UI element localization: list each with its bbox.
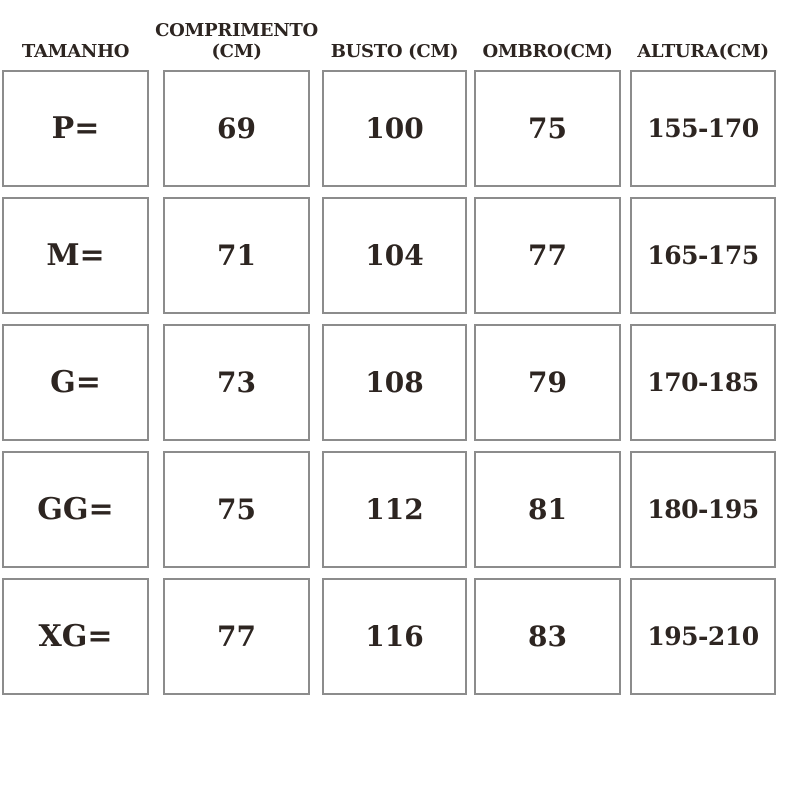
column-header-label: (CM) — [211, 41, 262, 62]
cell-altura: 180-195 — [630, 451, 776, 568]
cell-comprimento: 75 — [163, 451, 310, 568]
column-header-label: BUSTO (CM) — [330, 41, 459, 62]
column-header-altura — [630, 41, 776, 70]
column-header-label: OMBRO(CM) — [482, 41, 613, 62]
table-row — [0, 451, 800, 568]
cell-ombro: 77 — [474, 197, 621, 314]
column-header-busto — [322, 41, 467, 70]
column-header-comprimento — [155, 20, 318, 70]
cell-busto: 104 — [322, 197, 467, 314]
cell-busto: 100 — [322, 70, 467, 187]
cell-altura: 155-170 — [630, 70, 776, 187]
cell-size: XG= — [2, 578, 149, 695]
cell-altura: 165-175 — [630, 197, 776, 314]
cell-ombro: 81 — [474, 451, 621, 568]
column-header-label: TAMANHO — [21, 41, 130, 62]
table-row — [0, 197, 800, 314]
table-row — [0, 578, 800, 695]
cell-comprimento: 77 — [163, 578, 310, 695]
column-header-label: COMPRIMENTO — [155, 20, 318, 41]
table-header-row — [0, 0, 800, 70]
cell-altura: 170-185 — [630, 324, 776, 441]
cell-ombro: 75 — [474, 70, 621, 187]
cell-size: P= — [2, 70, 149, 187]
cell-size: M= — [2, 197, 149, 314]
cell-altura: 195-210 — [630, 578, 776, 695]
cell-busto: 112 — [322, 451, 467, 568]
cell-ombro: 83 — [474, 578, 621, 695]
column-header-tamanho — [2, 41, 149, 70]
table-row — [0, 70, 800, 187]
cell-size: G= — [2, 324, 149, 441]
column-header-label: ALTURA(CM) — [637, 41, 769, 62]
column-header-ombro — [474, 41, 621, 70]
cell-ombro: 79 — [474, 324, 621, 441]
cell-comprimento: 69 — [163, 70, 310, 187]
cell-comprimento: 73 — [163, 324, 310, 441]
cell-busto: 116 — [322, 578, 467, 695]
cell-busto: 108 — [322, 324, 467, 441]
table-row — [0, 324, 800, 441]
cell-comprimento: 71 — [163, 197, 310, 314]
cell-size: GG= — [2, 451, 149, 568]
